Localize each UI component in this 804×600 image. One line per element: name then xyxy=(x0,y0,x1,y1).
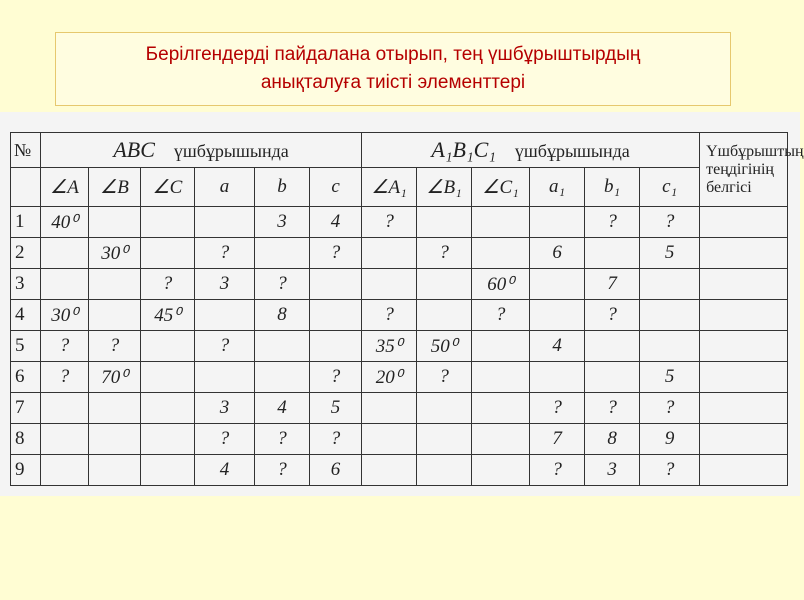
triangle-a1b1c1-name: A₁B₁C₁ xyxy=(431,137,496,162)
table-row xyxy=(11,207,788,238)
equality-criterion-cell xyxy=(700,300,788,331)
column-header: c xyxy=(310,168,362,207)
table-cell: ? xyxy=(141,269,195,300)
row-number: 2 xyxy=(11,238,41,269)
triangle-a1b1c1-header xyxy=(362,133,700,168)
table-cell xyxy=(41,455,89,486)
table-cell: 30⁰ xyxy=(41,300,89,331)
table-cell xyxy=(141,331,195,362)
table-cell xyxy=(89,455,141,486)
table-cell xyxy=(89,424,141,455)
table-cell: ? xyxy=(310,424,362,455)
table-row xyxy=(11,269,788,300)
table-cell: ? xyxy=(362,207,417,238)
table-cell: 4 xyxy=(530,331,585,362)
equality-criterion-header: Үшбұрыштың теңдігінің белгісі xyxy=(700,133,788,207)
table-cell: 4 xyxy=(195,455,255,486)
table-cell: 5 xyxy=(640,238,700,269)
table-cell: ? xyxy=(640,393,700,424)
table-row xyxy=(11,362,788,393)
table-cell xyxy=(89,269,141,300)
table-cell xyxy=(417,207,472,238)
table-cell: 6 xyxy=(310,455,362,486)
table-cell xyxy=(530,362,585,393)
table-cell: 3 xyxy=(255,207,310,238)
table-cell xyxy=(472,362,530,393)
table-row xyxy=(11,331,788,362)
column-header-row xyxy=(11,168,788,207)
row-number: 3 xyxy=(11,269,41,300)
triangle-abc-header xyxy=(41,133,362,168)
blank-corner-cell xyxy=(11,168,41,207)
table-cell: ? xyxy=(417,362,472,393)
table-cell: 5 xyxy=(310,393,362,424)
table-cell xyxy=(472,393,530,424)
triangle-equality-table xyxy=(10,132,804,486)
table-cell xyxy=(585,362,640,393)
table-cell xyxy=(310,300,362,331)
table-body xyxy=(11,207,788,486)
table-cell: 35⁰ xyxy=(362,331,417,362)
equality-criterion-cell xyxy=(700,424,788,455)
table-cell: ? xyxy=(41,331,89,362)
equality-criterion-cell xyxy=(700,269,788,300)
table-cell: ? xyxy=(310,362,362,393)
table-cell xyxy=(89,207,141,238)
table-cell xyxy=(472,238,530,269)
table-cell: 7 xyxy=(585,269,640,300)
table-cell: 40⁰ xyxy=(41,207,89,238)
table-cell xyxy=(141,207,195,238)
row-number-header: № xyxy=(11,133,41,168)
table-cell xyxy=(362,455,417,486)
table-cell xyxy=(585,238,640,269)
table-cell: 3 xyxy=(195,269,255,300)
row-number: 8 xyxy=(11,424,41,455)
table-cell: ? xyxy=(585,300,640,331)
table-cell: 4 xyxy=(255,393,310,424)
table-cell: 8 xyxy=(585,424,640,455)
table-cell xyxy=(195,207,255,238)
table-cell xyxy=(640,269,700,300)
row-number: 7 xyxy=(11,393,41,424)
table-cell: 30⁰ xyxy=(89,238,141,269)
table-cell xyxy=(41,269,89,300)
table-cell xyxy=(472,455,530,486)
column-header: a₁ xyxy=(530,168,585,207)
column-header: a xyxy=(195,168,255,207)
equality-criterion-cell xyxy=(700,393,788,424)
table-cell: ? xyxy=(255,269,310,300)
table-cell xyxy=(362,269,417,300)
table-cell xyxy=(141,238,195,269)
column-header: b₁ xyxy=(585,168,640,207)
slide-title-box xyxy=(55,32,731,106)
row-number: 6 xyxy=(11,362,41,393)
triangle-abc-name: ABC xyxy=(113,137,155,162)
table-cell: ? xyxy=(362,300,417,331)
table-cell: 5 xyxy=(640,362,700,393)
table-cell xyxy=(255,331,310,362)
column-header: ∠B xyxy=(89,168,141,207)
table-cell xyxy=(310,331,362,362)
slide-title-line-1: Берілгендерді пайдалана отырып, тең үшбұрыштырдың xyxy=(145,44,641,65)
table-cell xyxy=(310,269,362,300)
table-cell xyxy=(472,207,530,238)
table-cell: 70⁰ xyxy=(89,362,141,393)
column-header: ∠A xyxy=(41,168,89,207)
table-cell xyxy=(195,362,255,393)
table-cell: ? xyxy=(585,393,640,424)
table-cell: ? xyxy=(195,238,255,269)
table-cell xyxy=(89,300,141,331)
row-number: 5 xyxy=(11,331,41,362)
table-cell: ? xyxy=(530,393,585,424)
table-cell xyxy=(141,455,195,486)
table-cell: 20⁰ xyxy=(362,362,417,393)
table-cell xyxy=(195,300,255,331)
table-row xyxy=(11,393,788,424)
table-cell: 45⁰ xyxy=(141,300,195,331)
table-cell xyxy=(417,455,472,486)
table-cell: ? xyxy=(640,207,700,238)
table-cell xyxy=(640,300,700,331)
table-cell: ? xyxy=(530,455,585,486)
table-row xyxy=(11,424,788,455)
equality-criterion-cell xyxy=(700,331,788,362)
table-cell xyxy=(585,331,640,362)
table-cell: ? xyxy=(472,300,530,331)
slide-title-line-2: анықталуға тиісті элементтері xyxy=(260,72,526,93)
equality-criterion-cell xyxy=(700,207,788,238)
table-cell: ? xyxy=(89,331,141,362)
table-cell: 7 xyxy=(530,424,585,455)
scanned-table-image xyxy=(0,112,804,496)
table-row xyxy=(11,300,788,331)
table-cell: 3 xyxy=(195,393,255,424)
table-row xyxy=(11,238,788,269)
table-cell xyxy=(362,424,417,455)
table-cell xyxy=(472,424,530,455)
table-cell: ? xyxy=(417,238,472,269)
column-header: b xyxy=(255,168,310,207)
table-cell: ? xyxy=(195,331,255,362)
table-cell xyxy=(141,393,195,424)
column-header: ∠C₁ xyxy=(472,168,530,207)
table-cell xyxy=(255,238,310,269)
table-cell xyxy=(141,362,195,393)
table-cell: ? xyxy=(195,424,255,455)
table-cell xyxy=(417,300,472,331)
table-cell: 50⁰ xyxy=(417,331,472,362)
table-cell xyxy=(530,300,585,331)
table-cell: ? xyxy=(41,362,89,393)
table-cell: ? xyxy=(640,455,700,486)
row-number: 4 xyxy=(11,300,41,331)
table-cell xyxy=(41,238,89,269)
column-header: ∠B₁ xyxy=(417,168,472,207)
table-cell: ? xyxy=(585,207,640,238)
table-cell xyxy=(530,207,585,238)
table-cell: ? xyxy=(255,455,310,486)
table-cell: ? xyxy=(310,238,362,269)
table-cell: 6 xyxy=(530,238,585,269)
table-cell xyxy=(41,424,89,455)
table-cell: 8 xyxy=(255,300,310,331)
column-header: ∠C xyxy=(141,168,195,207)
table-cell xyxy=(89,393,141,424)
table-cell: 60⁰ xyxy=(472,269,530,300)
column-header: c₁ xyxy=(640,168,700,207)
equality-criterion-cell xyxy=(700,362,788,393)
table-cell: 3 xyxy=(585,455,640,486)
table-cell: 4 xyxy=(310,207,362,238)
table-cell xyxy=(362,393,417,424)
equality-criterion-cell xyxy=(700,238,788,269)
table-cell xyxy=(41,393,89,424)
table-cell xyxy=(472,331,530,362)
table-cell xyxy=(530,269,585,300)
table-cell xyxy=(417,393,472,424)
column-header: ∠A₁ xyxy=(362,168,417,207)
row-number: 9 xyxy=(11,455,41,486)
table-cell xyxy=(417,424,472,455)
table-cell xyxy=(362,238,417,269)
triangle-abc-suffix: үшбұрышында xyxy=(173,141,289,161)
table-cell xyxy=(141,424,195,455)
table-cell xyxy=(255,362,310,393)
table-row xyxy=(11,455,788,486)
row-number: 1 xyxy=(11,207,41,238)
equality-criterion-cell xyxy=(700,455,788,486)
table-cell: 9 xyxy=(640,424,700,455)
table-cell xyxy=(640,331,700,362)
table-cell xyxy=(417,269,472,300)
triangle-a1b1c1-suffix: үшбұрышында xyxy=(514,141,630,161)
table-cell: ? xyxy=(255,424,310,455)
